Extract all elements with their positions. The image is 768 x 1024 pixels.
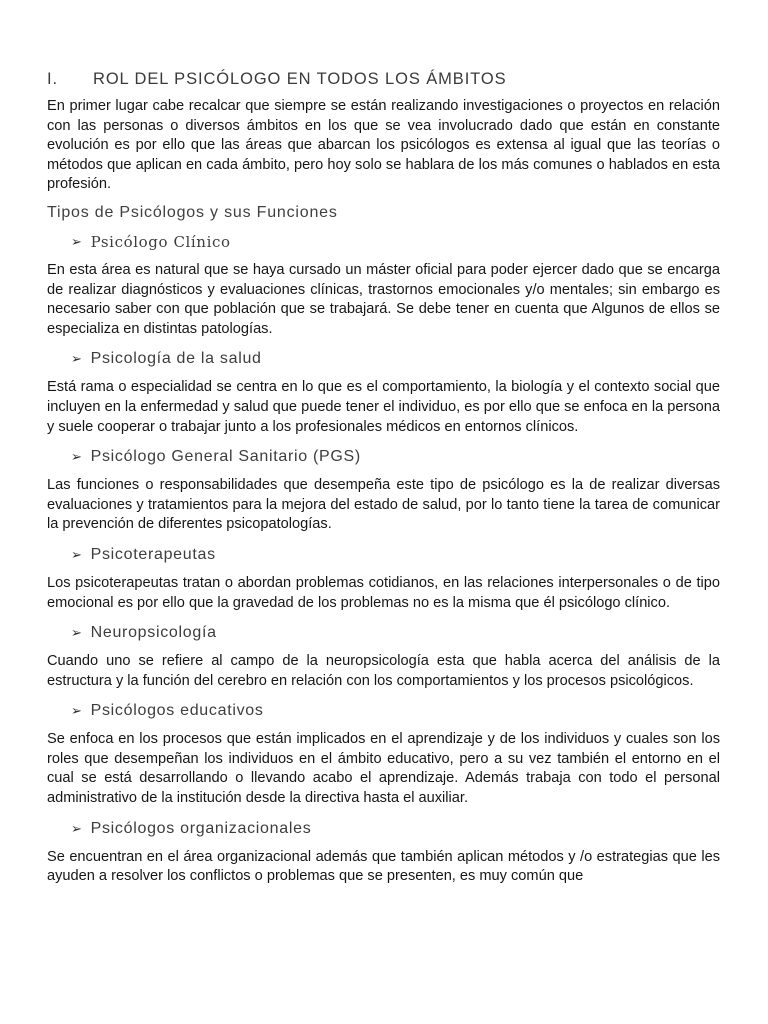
item-heading-psicoterapeutas: ➢ Psicoterapeutas <box>71 545 216 563</box>
arrowhead-bullet-icon: ➢ <box>71 233 83 249</box>
arrowhead-bullet-icon: ➢ <box>71 449 83 465</box>
item-paragraph-educativos: Se enfoca en los procesos que están implicados en el aprendizaje y de los individuos y cuales son los roles que desempeñan los individuos en el ámbito educativo, pero a su vez también el entorno en el cual se está desarrollando o llevando acabo el aprendizaje. Además trabaja con todo el personal administrativo de la institución desde la directiva hasta el auxiliar. <box>47 731 720 807</box>
item-heading-organizacionales: ➢ Psicólogos organizacionales <box>71 819 312 837</box>
item-paragraph-psicoterapeutas: Los psicoterapeutas tratan o abordan problemas cotidianos, en las relaciones interpersonales o de tipo emocional es por ello que la gravedad de los problemas no es la misma que él psicólogo clínico. <box>47 574 720 611</box>
item-paragraph-psicologia-salud: Está rama o especialidad se centra en lo que es el comportamiento, la biología y el contexto social que incluyen en la enfermedad y salud que puede tener el individuo, es por ello que se enfoca en la persona y suele cooperar o trabajar junto a los profesionales médicos en entornos clínicos. <box>47 379 720 435</box>
arrowhead-bullet-icon: ➢ <box>71 351 83 367</box>
subsection-title: Tipos de Psicólogos y sus Funciones <box>47 203 338 221</box>
arrowhead-bullet-icon: ➢ <box>71 820 83 836</box>
arrowhead-bullet-icon: ➢ <box>71 546 83 562</box>
item-heading-psicologo-clinico: ➢ Psicólogo Clínico <box>71 232 231 251</box>
item-heading-neuropsicologia: ➢ Neuropsicología <box>71 624 217 642</box>
item-paragraph-organizacionales: Se encuentran en el área organizacional además que también aplican métodos y /o estrategias que les ayuden a resolver los conflictos o problemas que se presenten, es muy común que <box>47 848 720 885</box>
arrowhead-bullet-icon: ➢ <box>71 625 83 641</box>
section-title: ROL DEL PSICÓLOGO EN TODOS LOS ÁMBITOS <box>93 70 507 88</box>
item-heading-educativos: ➢ Psicólogos educativos <box>71 702 264 720</box>
item-heading-psicologia-salud: ➢ Psicología de la salud <box>71 350 262 368</box>
item-paragraph-psicologo-clinico: En esta área es natural que se haya cursado un máster oficial para poder ejercer dado que se encarga de realizar diagnósticos y evaluaciones clínicas, trastornos emocionales y/o mentales; sin embargo es necesario saber con que población que se trabajará. Se debe tener en cuenta que Algunos de ellos se especializa en distintas patologías. <box>47 261 720 337</box>
section-number: I. <box>47 70 58 88</box>
item-paragraph-neuropsicologia: Cuando uno se refiere al campo de la neuropsicología esta que habla acerca del análisis de la estructura y la función del cerebro en relación con los comportamientos y los procesos psicológicos. <box>47 653 720 689</box>
arrowhead-bullet-icon: ➢ <box>71 703 83 719</box>
section-heading <box>47 70 720 89</box>
intro-paragraph: En primer lugar cabe recalcar que siempre se están realizando investigaciones o proyectos en relación con las personas o diversos ámbitos en los que se vea involucrado dado que están en constante evolución es por ello que las áreas que abarcan los psicólogos es extensa al igual que las teorías o métodos que aplican en cada ámbito, pero hoy solo se hablara de los más comunes o hablados en esta profesión. <box>47 98 720 193</box>
item-paragraph-pgs: Las funciones o responsabilidades que desempeña este tipo de psicólogo es la de realizar diversas evaluaciones y tratamientos para la mejora del estado de salud, por lo tanto tiene la tarea de comunicar la prevención de diferentes psicopatologías. <box>47 477 720 533</box>
item-heading-pgs: ➢ Psicólogo General Sanitario (PGS) <box>71 448 361 466</box>
